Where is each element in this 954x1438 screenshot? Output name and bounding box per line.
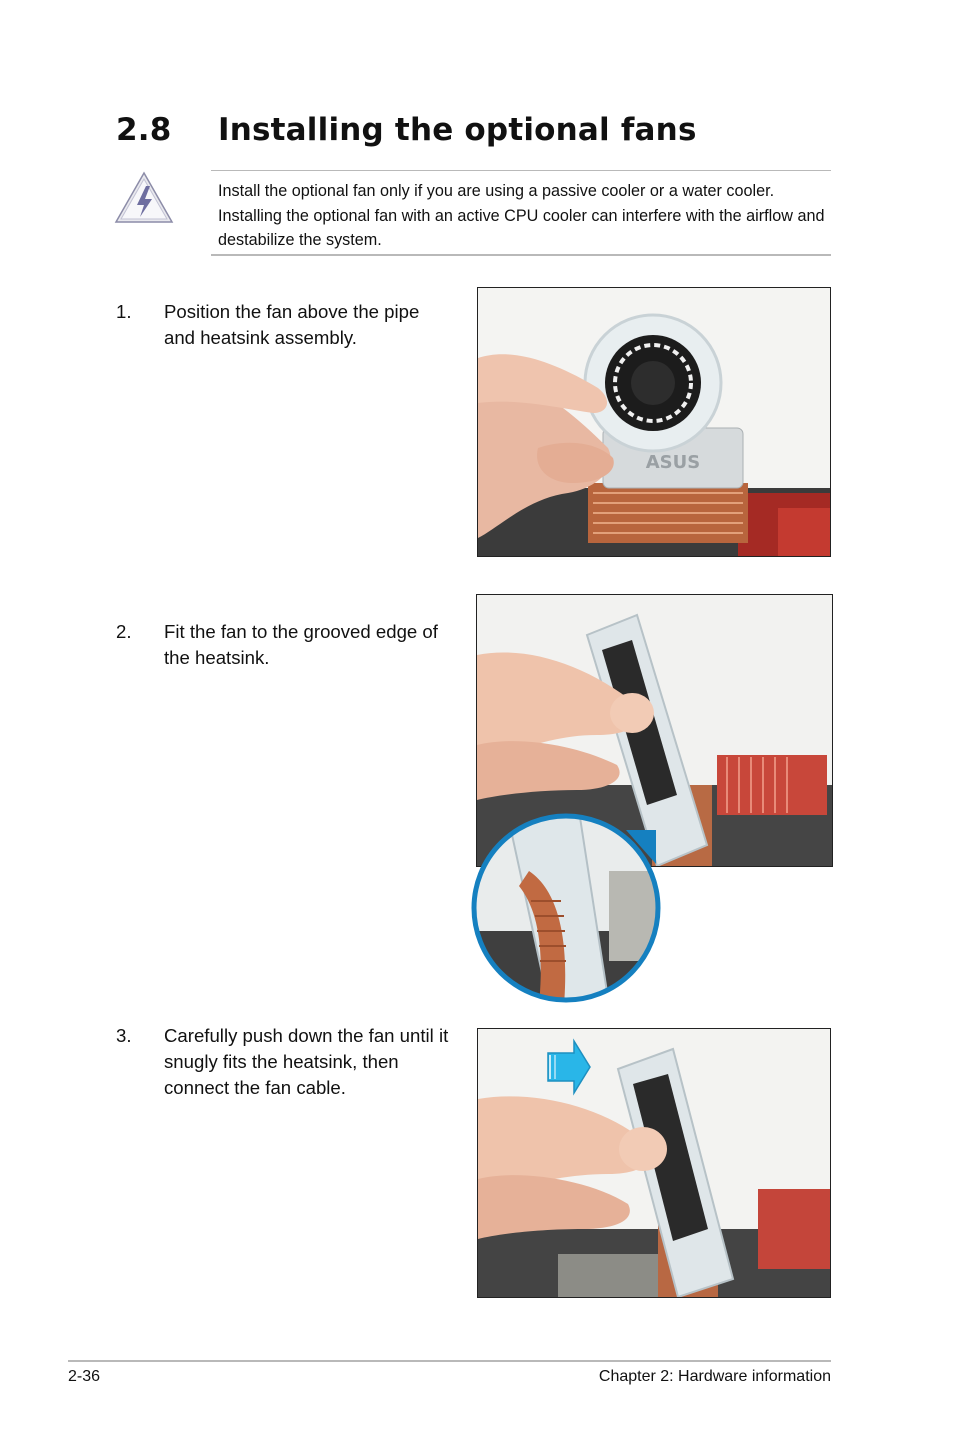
zoom-detail-circle — [469, 811, 663, 1005]
section-title: Installing the optional fans — [218, 112, 697, 148]
note-top-rule — [211, 170, 831, 171]
section-heading — [116, 112, 697, 148]
step-1-photo — [477, 287, 831, 557]
step-number: 2. — [116, 621, 132, 642]
chapter-title: Chapter 2: Hardware information — [598, 1368, 831, 1385]
footer-rule — [68, 1360, 831, 1362]
step-text: Fit the fan to the grooved edge of the heatsink. — [164, 621, 438, 668]
warning-triangle-icon — [113, 170, 175, 226]
step-text: Position the fan above the pipe and heatsink assembly. — [164, 301, 420, 348]
step-number: 1. — [116, 301, 132, 322]
step-number: 3. — [116, 1025, 132, 1046]
step-3-photo — [477, 1028, 831, 1298]
page-number: 2-36 — [68, 1368, 101, 1385]
warning-note-text: Install the optional fan only if you are using a passive cooler or a water cooler. Installing the optional fan with an active CPU cooler can interfere with the airflow and destabilize the system. — [218, 182, 825, 249]
section-number: 2.8 — [116, 112, 172, 148]
asus-logo: ASUS — [645, 452, 701, 473]
note-bottom-rule — [211, 254, 831, 256]
step-text: Carefully push down the fan until it snugly fits the heatsink, then connect the fan cable. — [164, 1025, 449, 1098]
